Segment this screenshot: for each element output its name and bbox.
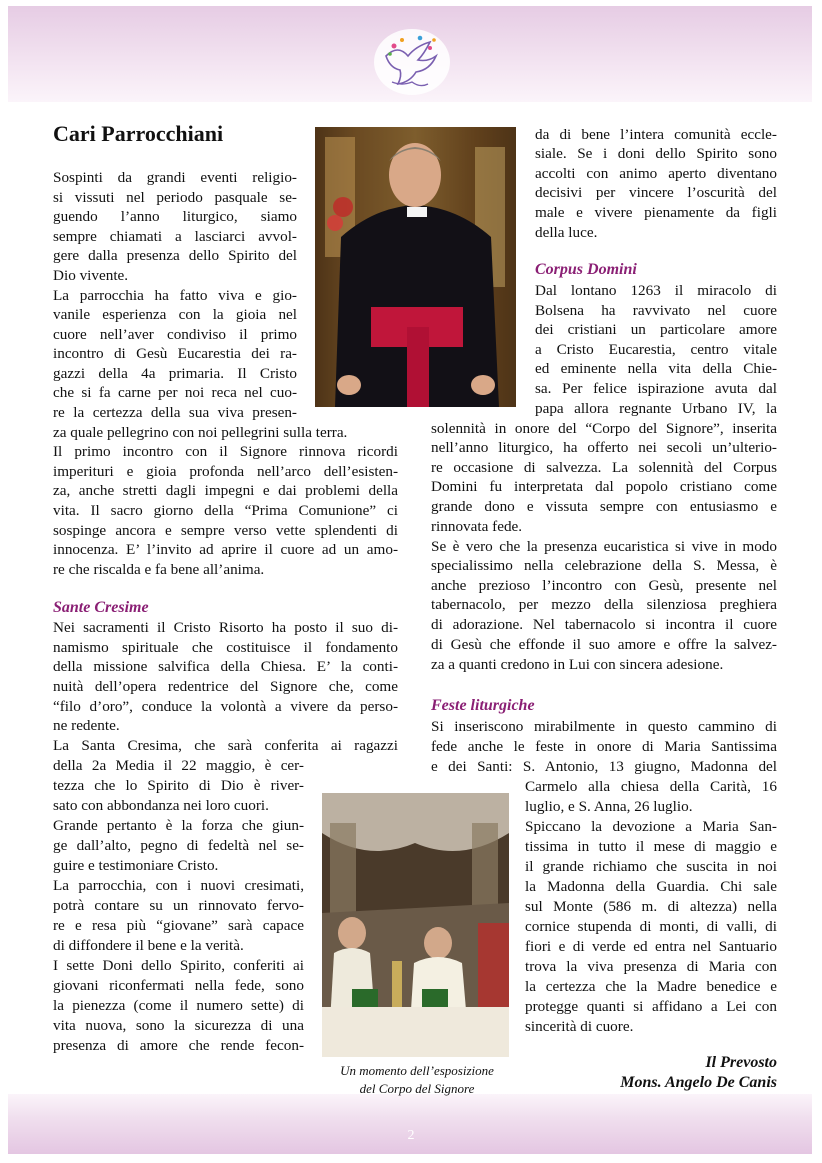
text-line: Il primo incontro con il Signore rinnova ricordi [53, 443, 398, 460]
text-line: di Gesù che effonde il suo amore e offre la salvez- [431, 636, 777, 653]
eucharistic-exposition-icon [322, 793, 509, 1057]
signature-name: Mons. Angelo De Canis [620, 1074, 777, 1091]
text-line: cornice stupenda di monti, di valli, di [525, 918, 777, 935]
text-line: Grande pertanto è la forza che giun- [53, 817, 304, 834]
text-line: vita nuova, sono la sicurezza di una [53, 1017, 304, 1034]
text-line: tezza che lo Spirito di Dio è river- [53, 777, 304, 794]
page-title: Cari Parrocchiani [53, 121, 224, 146]
text-line: si vissuti nel periodo pasquale se- [53, 189, 297, 206]
text-line: re la certezza della sua viva presen- [53, 404, 297, 421]
text-line: da di bene l’intera comunità eccle- [535, 126, 777, 143]
text-line: a Cristo Eucarestia, centro vitale [535, 341, 777, 358]
text-line: ne redente. [53, 717, 120, 734]
text-line: presenza di amore che rende fecon- [53, 1037, 304, 1054]
text-line: tissima in tutto il mese di maggio e [525, 838, 777, 855]
text-line: la certezza che la Madre benedice e [525, 978, 777, 995]
text-line: cuore nell’aver condiviso il primo [53, 326, 297, 343]
text-line: decisivi per vincere l’oscurità del [535, 184, 777, 201]
text-line: La Santa Cresima, che sarà conferita ai ragazzi [53, 737, 398, 754]
text-line: potrà contare su un rinnovato fervo- [53, 897, 304, 914]
text-line: grande dono e vissuta sempre con entusiasmo e [431, 498, 777, 515]
text-line: sul Monte (586 m. di altezza) nella [525, 898, 777, 915]
text-line: Dio vivente. [53, 267, 129, 284]
text-line: I sette Doni dello Spirito, conferiti ai [53, 957, 304, 974]
text-line: Si inseriscono mirabilmente in questo cammino di [431, 718, 777, 735]
text-line: guendo l’anno liturgico, siamo [53, 208, 297, 225]
text-line: incontro di Gesù Eucarestia dei ra- [53, 345, 297, 362]
photo-caption [317, 1062, 517, 1098]
footer-band [8, 1094, 812, 1154]
text-line: sincerità di cuore. [525, 1018, 634, 1035]
text-line: della 2a Media il 22 maggio, è cer- [53, 757, 304, 774]
text-line: e dei Santi: S. Antonio, 13 giugno, Madonna del [431, 758, 777, 775]
text-line: nuità dell’opera redentrice del Signore che, come [53, 678, 398, 695]
text-line: re che riscalda e fa bene all’anima. [53, 561, 265, 578]
dove-logo-icon [372, 26, 452, 98]
text-line: dei cristiani un particolare amore [535, 321, 777, 338]
text-line: luglio, e S. Anna, 26 luglio. [525, 798, 693, 815]
text-line: accolti con animo aperto diventano [535, 165, 777, 182]
text-line: innocenza. E’ l’invito ad aprire il cuore ad un amo- [53, 541, 398, 558]
text-line: Carmelo alla chiesa della Carità, 16 [525, 778, 777, 795]
text-line: che si fa carne per noi reca nel cuo- [53, 384, 297, 401]
text-line: della luce. [535, 224, 598, 241]
text-line: sa. Per felice ispirazione avuta dal [535, 380, 777, 397]
text-line: trova la viva presenza di Maria con [525, 958, 777, 975]
text-line: za quale pellegrino con noi pellegrini sulla terra. [53, 424, 348, 441]
text-line: Se è vero che la presenza eucaristica si vive in modo [431, 538, 777, 555]
text-line: vita. Il sacro giorno della “Prima Comunione” ci [53, 502, 398, 519]
text-line: La parrocchia ha fatto viva e gio- [53, 287, 297, 304]
text-line: di adorazione. Nel tabernacolo si incontra il cuore [431, 616, 777, 633]
text-line: protegge quanti si affidano a Lei con [525, 998, 777, 1015]
text-line: namismo spirituale che costituisce il fondamento [53, 639, 398, 656]
text-line: Sospinti da grandi eventi religio- [53, 169, 297, 186]
text-line: “filo d’oro”, conduce la volontà a vivere da perso- [53, 698, 398, 715]
text-line: siale. Se i doni dello Spirito sono [535, 145, 777, 162]
text-line: gere dalla presenza dello Spirito del [53, 247, 297, 264]
text-line: La parrocchia, con i nuovi cresimati, [53, 877, 304, 894]
page-number: 2 [407, 1128, 415, 1143]
text-line: la Madonna della Guardia. Chi sale [525, 878, 777, 895]
priest-figure-icon [315, 127, 516, 407]
text-line: Spiccano la devozione a Maria San- [525, 818, 777, 835]
text-line: rinnovata fede. [431, 518, 523, 535]
section-heading-cresime: Sante Cresime [53, 599, 149, 616]
text-line: di diffondere il bene e la verità. [53, 937, 244, 954]
caption-line: Un momento dell’esposizione [340, 1063, 494, 1078]
text-line: il grande richiamo che suscita in noi [525, 858, 777, 875]
text-line: specialissimo nella celebrazione della S. Messa, è [431, 557, 777, 574]
text-line: fede anche le feste in onore di Maria Santissima [431, 738, 777, 755]
caption-line: del Corpo del Signore [359, 1081, 475, 1096]
text-line: Dal lontano 1263 il miracolo di [535, 282, 777, 299]
text-line: la pienezza (come il numero sette) di [53, 997, 304, 1014]
text-line: ge dall’alto, pegno di fedeltà nel se- [53, 837, 304, 854]
text-line: fiori e di verde ed entra nel Santuario [525, 938, 777, 955]
text-line: male e vivere pienamente da figli [535, 204, 777, 221]
text-line: sempre chiamati a lasciarci avvol- [53, 228, 297, 245]
text-line: Domini fu interpretata dal popolo cristiano come [431, 478, 777, 495]
text-line: imperituri e gioia profonda nell’arco dell’esisten- [53, 463, 398, 480]
text-line: sospinge ancora e sempre verso vette splendenti di [53, 522, 398, 539]
text-line: za, anche stretti dagli impegni e dai problemi della [53, 482, 398, 499]
text-line: anche prezioso l’incontro con Gesù, presente nel [431, 577, 777, 594]
priest-photo [315, 127, 516, 407]
text-line: sato con abbondanza nei loro cuori. [53, 797, 269, 814]
text-line: za a quanti credono in Lui con sincera adesione. [431, 656, 724, 673]
text-line: giovani riconfermati nella fede, sono [53, 977, 304, 994]
section-heading-feste: Feste liturgiche [431, 697, 535, 714]
text-line: nell’anno liturgico, ha offerto nei secoli un’ulterio- [431, 439, 777, 456]
text-line: guire e testimoniare Cristo. [53, 857, 219, 874]
text-line: solennità in onore del “Corpo del Signore”, inserita [431, 420, 777, 437]
section-heading-corpus: Corpus Domini [535, 261, 637, 278]
text-line: della missione salvifica della Chiesa. E’ la conti- [53, 658, 398, 675]
text-line: papa allora regnante Urbano IV, la [535, 400, 777, 417]
ceremony-photo [322, 793, 509, 1057]
signature-role: Il Prevosto [705, 1054, 777, 1071]
text-line: ed eminente nella vita della Chie- [535, 360, 777, 377]
text-line: tabernacolo, per mezzo della silenziosa preghiera [431, 596, 777, 613]
text-line: re occasione di salvezza. La solennità del Corpus [431, 459, 777, 476]
text-line: vanile esperienza con la gioia nel [53, 306, 297, 323]
text-line: gazzi della 4a primaria. Il Cristo [53, 365, 297, 382]
text-line: Nei sacramenti il Cristo Risorto ha posto il suo di- [53, 619, 398, 636]
text-line: Bolsena ha ravvivato nel cuore [535, 302, 777, 319]
text-line: re e resa più “giovane” sarà capace [53, 917, 304, 934]
